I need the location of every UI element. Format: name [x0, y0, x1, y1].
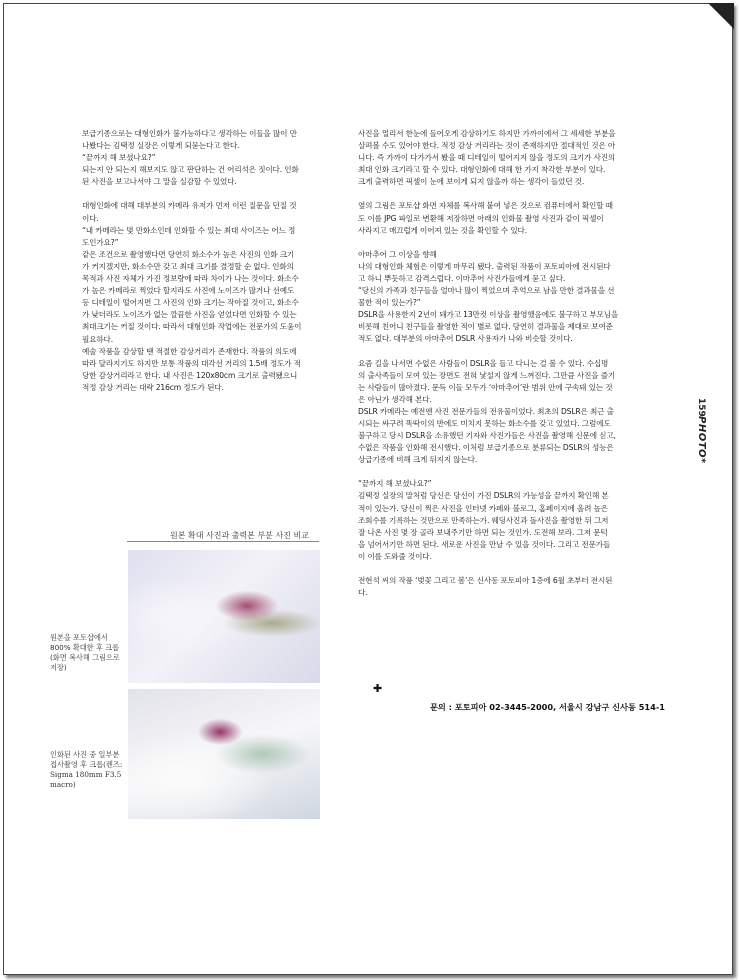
right-column-line: 는 사람들이 많아졌다. 문득 이들 모두가 ‘아마추어’란 범위 안에 구속돼 있는 것: [358, 382, 613, 392]
right-column-line: 은 아닌가 생각해 본다.: [358, 394, 432, 404]
right-column-line: 적도 없다. 대부분의 아마추어 DSLR 사용자가 나와 비슷할 것이다.: [358, 334, 573, 344]
right-column-line: 크게 출력하면 픽셀이 눈에 보이게 되지 않을까 하는 생각이 들었던 것.: [358, 177, 585, 187]
right-column-line: 전현석 씨의 작품 ‘벚꽃 그리고 봄’은 신사동 포토피아 1층에 6월 초부터 전시된: [358, 576, 613, 585]
right-column-line: DSLR 카메라는 예전엔 사진 전문가들의 전유물이었다. 최초의 DSLR은 최근 출: [358, 406, 614, 416]
paragraph-gap: [358, 563, 650, 575]
right-column-line: 나의 대형인화 체험은 이렇게 마무리 됐다. 출력된 작품이 포토피아에 전시된다: [358, 261, 611, 271]
left-column-line: 적정 감상 거리는 대략 216cm 정도가 된다.: [82, 382, 224, 392]
right-column-line: 이 이를 도와줄 것이다.: [358, 551, 432, 561]
right-column-line: 비롯해 친어니 친구들을 촬영한 적이 별로 없다. 당연히 결과물을 제대로 보여준: [358, 322, 613, 332]
left-column-line: 필요하다.: [82, 334, 114, 344]
right-column-line: 의 출사족들이 모여 있는 장면도 전혀 낯설지 않게 느껴진다. 그만큼 사진을 즐기: [358, 370, 616, 380]
left-column-line: 당한 감상거리라고 한다. 내 사진은 120x80cm 크기로 출력됐으니: [82, 370, 298, 380]
figure-title: 원본 확대 사진과 출력본 부분 사진 비교: [170, 531, 309, 540]
paragraph-gap: [358, 466, 650, 478]
left-column-line: “내 카메라는 몇 만화소인데 인화할 수 있는 최대 사이즈는 어느 정: [82, 225, 296, 235]
left-column-line: 가 커지겠지만, 화소수만 갖고 최대 크기를 결정할 순 없다. 인화의: [82, 261, 294, 271]
right-column-line: 요즘 길을 나서면 수없은 사람들이 DSLR을 들고 다니는 걸 볼 수 있다. 수십명: [358, 358, 609, 368]
right-column-line: DSLR을 사용한지 2년이 돼가고 13만컷 이상을 촬영했음에도 불구하고 부모님을: [358, 310, 619, 320]
right-column-line: 사라지고 매끄럽게 이어져 있는 것을 확인할 수 있다.: [358, 225, 528, 235]
right-column-line: 김택정 실장의 말처럼 당신은 당신이 가진 DSLR의 가능성을 끝까지 확인해 본: [358, 491, 609, 501]
left-column-line: 가 높은 카메라로 찍었다 할지라도 사진에 노이즈가 많거나 선예도: [82, 286, 295, 296]
left-column-line: 등 디테일이 떨어지면 그 사진의 인화 크기는 작아질 것이고, 화소수: [82, 298, 299, 308]
left-column-line: 따라 달라지기도 하지만 보통 작품의 대각선 거리의 1.5배 정도가 적: [82, 358, 301, 368]
paragraph-gap: [82, 188, 322, 200]
right-column-line: 도 이를 JPG 파일로 변환해 저장하면 아래의 인화물 촬영 사진과 같이 픽셀이: [358, 213, 604, 223]
left-column-line: 도인가요?”: [82, 237, 119, 247]
left-column-line: 같은 조건으로 촬영했다면 당연히 화소수가 높은 사진의 인화 크기: [82, 249, 295, 259]
left-column-text: [82, 128, 322, 394]
right-column-line: 살펴볼 수도 있어야 한다. 적정 감상 거리라는 것이 존재하지만 절대적인 것은 아: [358, 141, 616, 151]
photo-original-zoom: [128, 550, 320, 683]
right-column-line: “당신의 가족과 친구들을 얼마나 많이 찍었으며 추억으로 남을 만한 결과물을 선: [358, 286, 615, 296]
right-column-line: 을 넘어서기만 하면 된다. 새로운 사진을 만날 수 있을 것이다. 그리고 전문가들: [358, 539, 611, 549]
left-column-line: 나봤다는 김택정 실장은 이렇게 되묻는다고 한다.: [82, 141, 240, 151]
left-column-line: 보급기종으로는 대형인화가 불가능하다고 생각하는 이들을 많이 만: [82, 129, 297, 138]
left-column-line: 대형인화에 대해 대부분의 카메라 유저가 먼저 이런 질문을 던질 것: [82, 201, 297, 211]
paragraph-gap: [358, 346, 650, 358]
right-column-line: 수없은 작품을 인화해 전시했다. 이처럼 보급기종으로 분류되는 DSLR의 성능은: [358, 443, 614, 453]
photo-caption-print: 인화된 사진 중 일부분 접사촬영 후 크롭(렌즈: Sigma 180mm F3.5 macro): [50, 750, 123, 789]
left-column-line: 된 사진을 보고나서야 그 말을 실감할 수 있었다.: [82, 177, 237, 187]
paragraph-gap: [358, 237, 650, 249]
right-column-line: 최대 인화 크기라고 할 수 있다. 대형인화에 대해 한 가지 착각한 부분이 있다.: [358, 165, 606, 175]
photo-print-closeup: [128, 689, 320, 819]
right-column-text: [358, 128, 650, 599]
figure-title-rule: [127, 541, 319, 542]
right-column-line: 고 하니 뿌듯하고 감격스럽다. 이마추어 사진가들에게 묻고 싶다.: [358, 273, 566, 283]
side-folio: [696, 398, 710, 518]
right-column-line: 옆의 그림은 포토샵 화면 자체를 복사해 붙여 넣은 것으로 컴퓨터에서 확인할 때: [358, 201, 613, 211]
right-column-line: 물한 적이 있는가?”: [358, 298, 421, 308]
right-column-line: 사진을 멀리서 한눈에 들어오게 감상하기도 하지만 가까이에서 그 세세한 부분을: [358, 129, 616, 138]
right-column-line: 다.: [358, 588, 368, 598]
right-column-line: “끝까지 해 보셨나요?”: [358, 479, 432, 489]
right-column-line: 아마추어 그 이상을 향해: [358, 249, 437, 259]
left-column-line: “끝까지 해 보셨나요?”: [82, 153, 156, 163]
right-column-line: 시되는 싸구려 똑딱이의 반에도 미치지 못하는 화소수를 갖고 있었다. 그럼에도: [358, 418, 611, 428]
left-column-line: 이다.: [82, 213, 99, 223]
section-label: PHOTO*: [696, 416, 707, 464]
right-column-line: 불구하고 당시 DSLR을 소유했던 기자와 사진가들은 사진을 촬영해 신문에 싣고,: [358, 431, 616, 441]
left-column-line: 예술 작품을 감상할 땐 적절한 감상거리가 존재한다. 작품의 의도에: [82, 346, 297, 356]
left-column-line: 되는지 안 되는지 해보지도 않고 판단하는 건 어리석은 짓이다. 인화: [82, 165, 299, 175]
right-column-line: 조회수를 기록하는 것만으로 만족하는가. 웨딩사진과 돌사진을 촬영한 뒤 그저: [358, 515, 609, 525]
end-mark: ✚: [373, 682, 383, 695]
right-column-line: 니다. 즉 가까이 다가가서 봤을 때 디테일이 떨어지지 않을 정도의 크기가 사진의: [358, 153, 616, 163]
left-column-line: 가 낮더라도 노이즈가 없는 깔끔한 사진을 얻었다면 인화할 수 있는: [82, 310, 297, 320]
right-column-line: 상급기종에 비해 크게 뒤지지 않는다.: [358, 455, 478, 465]
page-number: 159: [696, 398, 706, 417]
right-column-line: 적이 있는가. 당신이 찍은 사진을 인터넷 카페와 블로그, 홈페이지에 올려 높은: [358, 503, 608, 513]
paragraph-gap: [358, 188, 650, 200]
left-column-line: 목적과 사진 자체가 가진 정보량에 따라 차이가 나는 것이다. 화소수: [82, 274, 299, 284]
right-column-line: 잘 나온 사진 몇 장 골라 보내주기만 하면 되는 것인가. 도전해 보라. 그저 문턱: [358, 527, 608, 537]
photo-caption-original: 원본을 포토샵에서 800% 확대한 후 크롭(화면 복사해 그림으로 저장): [50, 633, 120, 672]
contact-info: 문의 : 포토피아 02-3445-2000, 서울시 강남구 신사동 514-1: [430, 702, 665, 712]
left-column-line: 최대크기는 커질 것이다. 따라서 대형인화 작업에는 전문가의 도움이: [82, 322, 302, 332]
